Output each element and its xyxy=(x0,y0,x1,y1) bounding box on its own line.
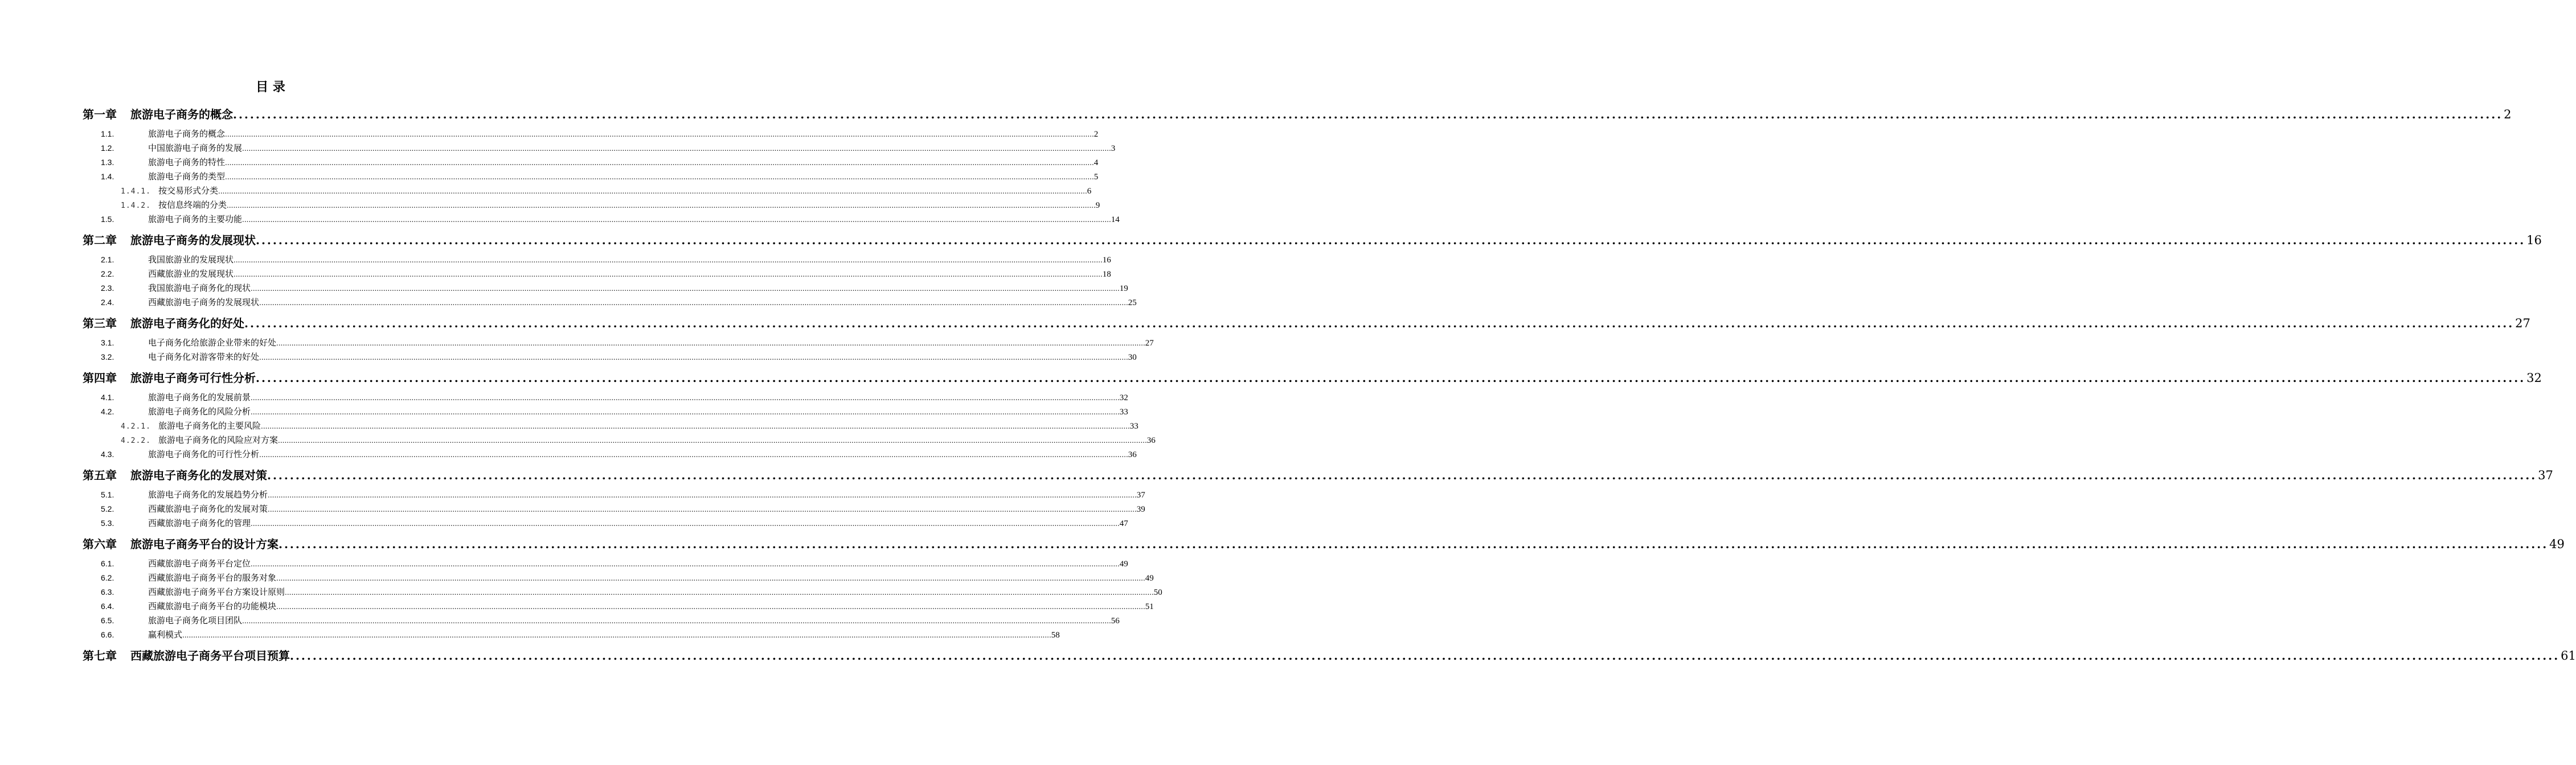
entry-number: 6.2. xyxy=(101,573,114,582)
entry-page-number: 18 xyxy=(1102,270,1111,279)
entry-number: 6.5. xyxy=(101,616,114,625)
entry-title: 西藏旅游业的发展现状 xyxy=(148,269,234,279)
entry-number: 1.4.2. xyxy=(121,201,151,210)
entry-page-number: 37 xyxy=(2538,468,2553,482)
dot-leader: ................................................................................................................................................................................................................................................................................................................................................................................................................ xyxy=(225,130,1094,138)
toc-subsubsection-entry[interactable] xyxy=(83,184,1092,198)
toc-section-entry[interactable] xyxy=(83,571,1154,585)
entry-title: 我国旅游业的发展现状 xyxy=(148,254,234,265)
entry-title: 旅游电子商务化的主要风险 xyxy=(158,421,261,431)
toc-subsubsection-entry[interactable] xyxy=(83,433,1156,447)
toc-section-entry[interactable] xyxy=(83,390,1128,405)
toc-section-entry[interactable] xyxy=(83,267,1111,281)
entry-number: 5.2. xyxy=(101,504,114,513)
entry-title: 旅游电子商务的发展现状 xyxy=(130,233,256,247)
dot-leader: ................................................................................................................................................................................................................................................................................................................................................................................................................ xyxy=(261,422,1130,430)
entry-title: 旅游电子商务化的风险分析 xyxy=(148,406,251,417)
entry-title: 旅游电子商务化的好处 xyxy=(130,316,244,330)
dot-leader: ................................................................................................................................................................................................................................................................................................................................................................................................................ xyxy=(268,491,1137,499)
entry-number: 4.2.1. xyxy=(121,422,151,431)
toc-chapter-entry[interactable] xyxy=(83,536,2565,553)
dot-leader: ................................................................................................................................................................................................................................................................................................................................................................................................................ xyxy=(276,574,1145,582)
entry-page-number: 27 xyxy=(1145,339,1154,348)
entry-number: 1.3. xyxy=(101,158,114,167)
entry-title: 西藏旅游电子商务平台的服务对象 xyxy=(148,573,277,583)
table-of-contents xyxy=(83,106,2576,665)
entry-page-number: 30 xyxy=(1128,353,1137,362)
toc-section-entry[interactable] xyxy=(83,502,1145,516)
entry-page-number: 19 xyxy=(1119,284,1128,293)
entry-number: 2.1. xyxy=(101,255,114,264)
entry-title: 旅游电子商务化的发展前景 xyxy=(148,392,251,402)
entry-page-number: 49 xyxy=(2549,537,2565,551)
dot-leader: ................................................................................................................................................................................................................................................................................................................................................................................................................ xyxy=(242,216,1111,224)
entry-number: 第五章 xyxy=(83,468,117,482)
entry-title: 西藏旅游电子商务平台项目预算 xyxy=(130,649,290,663)
entry-title: 西藏旅游电子商务平台方案设计原则 xyxy=(148,587,285,597)
entry-page-number: 32 xyxy=(1119,393,1128,402)
entry-page-number: 2 xyxy=(2504,108,2512,121)
entry-number: 6.1. xyxy=(101,559,114,568)
entry-page-number: 50 xyxy=(1153,588,1162,597)
entry-title: 电子商务化给旅游企业带来的好处 xyxy=(148,338,277,348)
entry-number: 3.2. xyxy=(101,352,114,361)
entry-number: 2.4. xyxy=(101,298,114,307)
entry-title: 旅游电子商务平台的设计方案 xyxy=(130,537,279,551)
toc-section-entry[interactable] xyxy=(83,350,1137,364)
toc-section-entry[interactable] xyxy=(83,447,1137,462)
toc-section-entry[interactable] xyxy=(83,557,1128,571)
entry-page-number: 36 xyxy=(1146,436,1156,445)
entry-number: 4.2. xyxy=(101,407,114,416)
entry-page-number: 27 xyxy=(2515,316,2530,330)
toc-section-entry[interactable] xyxy=(83,281,1128,295)
toc-section-entry[interactable] xyxy=(83,585,1162,599)
toc-subsubsection-entry[interactable] xyxy=(83,419,1138,433)
dot-leader: ................................................................................................................................................................................................................................................................................................................................................................................................................ xyxy=(279,537,2549,551)
entry-title: 旅游电子商务的主要功能 xyxy=(148,214,243,224)
entry-title: 旅游电子商务的概念 xyxy=(148,129,226,139)
entry-page-number: 61 xyxy=(2561,649,2576,663)
entry-number: 1.1. xyxy=(101,129,114,138)
entry-number: 4.3. xyxy=(101,450,114,459)
dot-leader: ................................................................................................................................................................................................................................................................................................................................................................................................................ xyxy=(182,631,1051,639)
entry-page-number: 9 xyxy=(1095,201,1100,210)
entry-page-number: 37 xyxy=(1136,491,1145,500)
dot-leader: ................................................................................................................................................................................................................................................................................................................................................................................................................ xyxy=(276,339,1145,347)
entry-page-number: 49 xyxy=(1145,574,1154,583)
entry-title: 旅游电子商务化的发展对策 xyxy=(130,468,267,482)
entry-title: 旅游电子商务化项目团队 xyxy=(148,615,243,626)
toc-section-entry[interactable] xyxy=(83,141,1116,155)
entry-page-number: 16 xyxy=(2526,233,2542,247)
entry-title: 电子商务化对游客带来的好处 xyxy=(148,352,260,362)
toc-section-entry[interactable] xyxy=(83,614,1120,628)
entry-page-number: 33 xyxy=(1119,408,1128,417)
entry-title: 旅游电子商务的概念 xyxy=(130,108,233,121)
dot-leader: ................................................................................................................................................................................................................................................................................................................................................................................................................ xyxy=(251,408,1120,416)
entry-number: 3.1. xyxy=(101,338,114,347)
entry-title: 旅游电子商务可行性分析 xyxy=(130,371,256,385)
dot-leader: ................................................................................................................................................................................................................................................................................................................................................................................................................ xyxy=(234,270,1103,278)
dot-leader: ................................................................................................................................................................................................................................................................................................................................................................................................................ xyxy=(251,560,1120,568)
entry-number: 第七章 xyxy=(83,649,117,663)
toc-chapter-entry[interactable] xyxy=(83,106,2512,124)
entry-number: 2.3. xyxy=(101,283,114,293)
dot-leader: ................................................................................................................................................................................................................................................................................................................................................................................................................ xyxy=(267,468,2537,482)
toc-section-entry[interactable] xyxy=(83,155,1099,170)
entry-number: 2.2. xyxy=(101,269,114,278)
entry-number: 4.1. xyxy=(101,393,114,402)
entry-page-number: 47 xyxy=(1119,519,1128,528)
entry-title: 旅游电子商务化的风险应对方案 xyxy=(158,435,279,445)
dot-leader: ................................................................................................................................................................................................................................................................................................................................................................................................................ xyxy=(242,617,1111,625)
entry-page-number: 16 xyxy=(1102,256,1111,265)
toc-section-entry[interactable] xyxy=(83,488,1145,502)
toc-chapter-entry[interactable] xyxy=(83,647,2576,665)
toc-section-entry[interactable] xyxy=(83,170,1099,184)
dot-leader: ................................................................................................................................................................................................................................................................................................................................................................................................................ xyxy=(276,603,1145,611)
toc-chapter-entry[interactable] xyxy=(83,315,2530,332)
entry-page-number: 2 xyxy=(1094,130,1099,139)
entry-title: 我国旅游电子商务化的现状 xyxy=(148,283,251,293)
entry-title: 西藏旅游电子商务的发展现状 xyxy=(148,297,260,307)
toc-title: 目 录 xyxy=(256,80,285,94)
entry-title: 赢利模式 xyxy=(148,630,183,640)
dot-leader: ................................................................................................................................................................................................................................................................................................................................................................................................................ xyxy=(259,299,1128,307)
entry-number: 6.3. xyxy=(101,587,114,597)
entry-number: 第二章 xyxy=(83,233,117,247)
entry-number: 1.2. xyxy=(101,143,114,153)
dot-leader: ................................................................................................................................................................................................................................................................................................................................................................................................................ xyxy=(285,589,1154,597)
dot-leader: ................................................................................................................................................................................................................................................................................................................................................................................................................ xyxy=(225,173,1094,181)
entry-page-number: 32 xyxy=(2526,371,2542,385)
toc-section-entry[interactable] xyxy=(83,516,1128,530)
toc-chapter-entry[interactable] xyxy=(83,369,2542,387)
toc-section-entry[interactable] xyxy=(83,336,1154,350)
dot-leader: ................................................................................................................................................................................................................................................................................................................................................................................................................ xyxy=(234,256,1103,264)
entry-number: 1.5. xyxy=(101,215,114,224)
toc-section-entry[interactable] xyxy=(83,295,1137,310)
entry-page-number: 36 xyxy=(1128,450,1137,459)
entry-page-number: 25 xyxy=(1128,298,1137,307)
entry-number: 6.6. xyxy=(101,630,114,639)
entry-title: 西藏旅游电子商务化的管理 xyxy=(148,518,251,528)
entry-number: 第一章 xyxy=(83,108,117,121)
entry-title: 西藏旅游电子商务化的发展对策 xyxy=(148,504,268,514)
entry-page-number: 3 xyxy=(1111,144,1116,153)
dot-leader: ................................................................................................................................................................................................................................................................................................................................................................................................................ xyxy=(278,437,1147,445)
entry-number: 第三章 xyxy=(83,316,117,330)
entry-page-number: 5 xyxy=(1094,172,1099,182)
dot-leader: ................................................................................................................................................................................................................................................................................................................................................................................................................ xyxy=(256,233,2526,247)
dot-leader: ................................................................................................................................................................................................................................................................................................................................................................................................................ xyxy=(251,285,1120,293)
dot-leader: ................................................................................................................................................................................................................................................................................................................................................................................................................ xyxy=(251,394,1120,402)
toc-chapter-entry[interactable] xyxy=(83,467,2553,484)
entry-page-number: 49 xyxy=(1119,560,1128,569)
toc-section-entry[interactable] xyxy=(83,253,1111,267)
entry-title: 按信息终端的分类 xyxy=(158,200,227,210)
entry-number: 第六章 xyxy=(83,537,117,551)
dot-leader: ................................................................................................................................................................................................................................................................................................................................................................................................................ xyxy=(233,108,2503,121)
entry-page-number: 33 xyxy=(1129,422,1138,431)
entry-title: 中国旅游电子商务的发展 xyxy=(148,143,243,153)
dot-leader: ................................................................................................................................................................................................................................................................................................................................................................................................................ xyxy=(259,353,1128,361)
toc-section-entry[interactable] xyxy=(83,127,1099,141)
dot-leader: ................................................................................................................................................................................................................................................................................................................................................................................................................ xyxy=(242,145,1111,153)
dot-leader: ................................................................................................................................................................................................................................................................................................................................................................................................................ xyxy=(259,451,1128,459)
entry-number: 6.4. xyxy=(101,602,114,611)
entry-number: 4.2.2. xyxy=(121,437,151,445)
dot-leader: ................................................................................................................................................................................................................................................................................................................................................................................................................ xyxy=(251,520,1120,528)
entry-title: 旅游电子商务化的发展趋势分析 xyxy=(148,490,268,500)
dot-leader: ................................................................................................................................................................................................................................................................................................................................................................................................................ xyxy=(225,159,1094,167)
toc-section-entry[interactable] xyxy=(83,405,1128,419)
entry-page-number: 39 xyxy=(1136,505,1145,514)
dot-leader: ................................................................................................................................................................................................................................................................................................................................................................................................................ xyxy=(218,187,1087,195)
toc-chapter-entry[interactable] xyxy=(83,232,2542,249)
toc-section-entry[interactable] xyxy=(83,212,1120,227)
entry-title: 西藏旅游电子商务平台的功能模块 xyxy=(148,601,277,611)
dot-leader: ................................................................................................................................................................................................................................................................................................................................................................................................................ xyxy=(290,649,2560,663)
entry-page-number: 56 xyxy=(1111,616,1120,626)
entry-page-number: 6 xyxy=(1087,187,1092,196)
entry-number: 5.1. xyxy=(101,490,114,499)
entry-number: 1.4.1. xyxy=(121,187,151,196)
entry-page-number: 51 xyxy=(1145,602,1154,611)
dot-leader: ................................................................................................................................................................................................................................................................................................................................................................................................................ xyxy=(256,371,2526,385)
dot-leader: ................................................................................................................................................................................................................................................................................................................................................................................................................ xyxy=(268,505,1137,513)
dot-leader: ................................................................................................................................................................................................................................................................................................................................................................................................................ xyxy=(227,201,1096,209)
entry-page-number: 58 xyxy=(1051,631,1060,640)
dot-leader: ................................................................................................................................................................................................................................................................................................................................................................................................................ xyxy=(244,316,2514,330)
entry-number: 1.4. xyxy=(101,172,114,181)
entry-page-number: 4 xyxy=(1094,158,1099,167)
entry-title: 旅游电子商务的类型 xyxy=(148,171,226,182)
entry-title: 旅游电子商务化的可行性分析 xyxy=(148,449,260,459)
entry-title: 旅游电子商务的特性 xyxy=(148,157,226,167)
entry-title: 西藏旅游电子商务平台定位 xyxy=(148,558,251,569)
entry-number: 第四章 xyxy=(83,371,117,385)
toc-subsubsection-entry[interactable] xyxy=(83,198,1100,212)
entry-title: 按交易形式分类 xyxy=(158,186,219,196)
entry-number: 5.3. xyxy=(101,519,114,528)
toc-section-entry[interactable] xyxy=(83,628,1060,642)
entry-page-number: 14 xyxy=(1111,215,1120,224)
toc-section-entry[interactable] xyxy=(83,599,1154,614)
